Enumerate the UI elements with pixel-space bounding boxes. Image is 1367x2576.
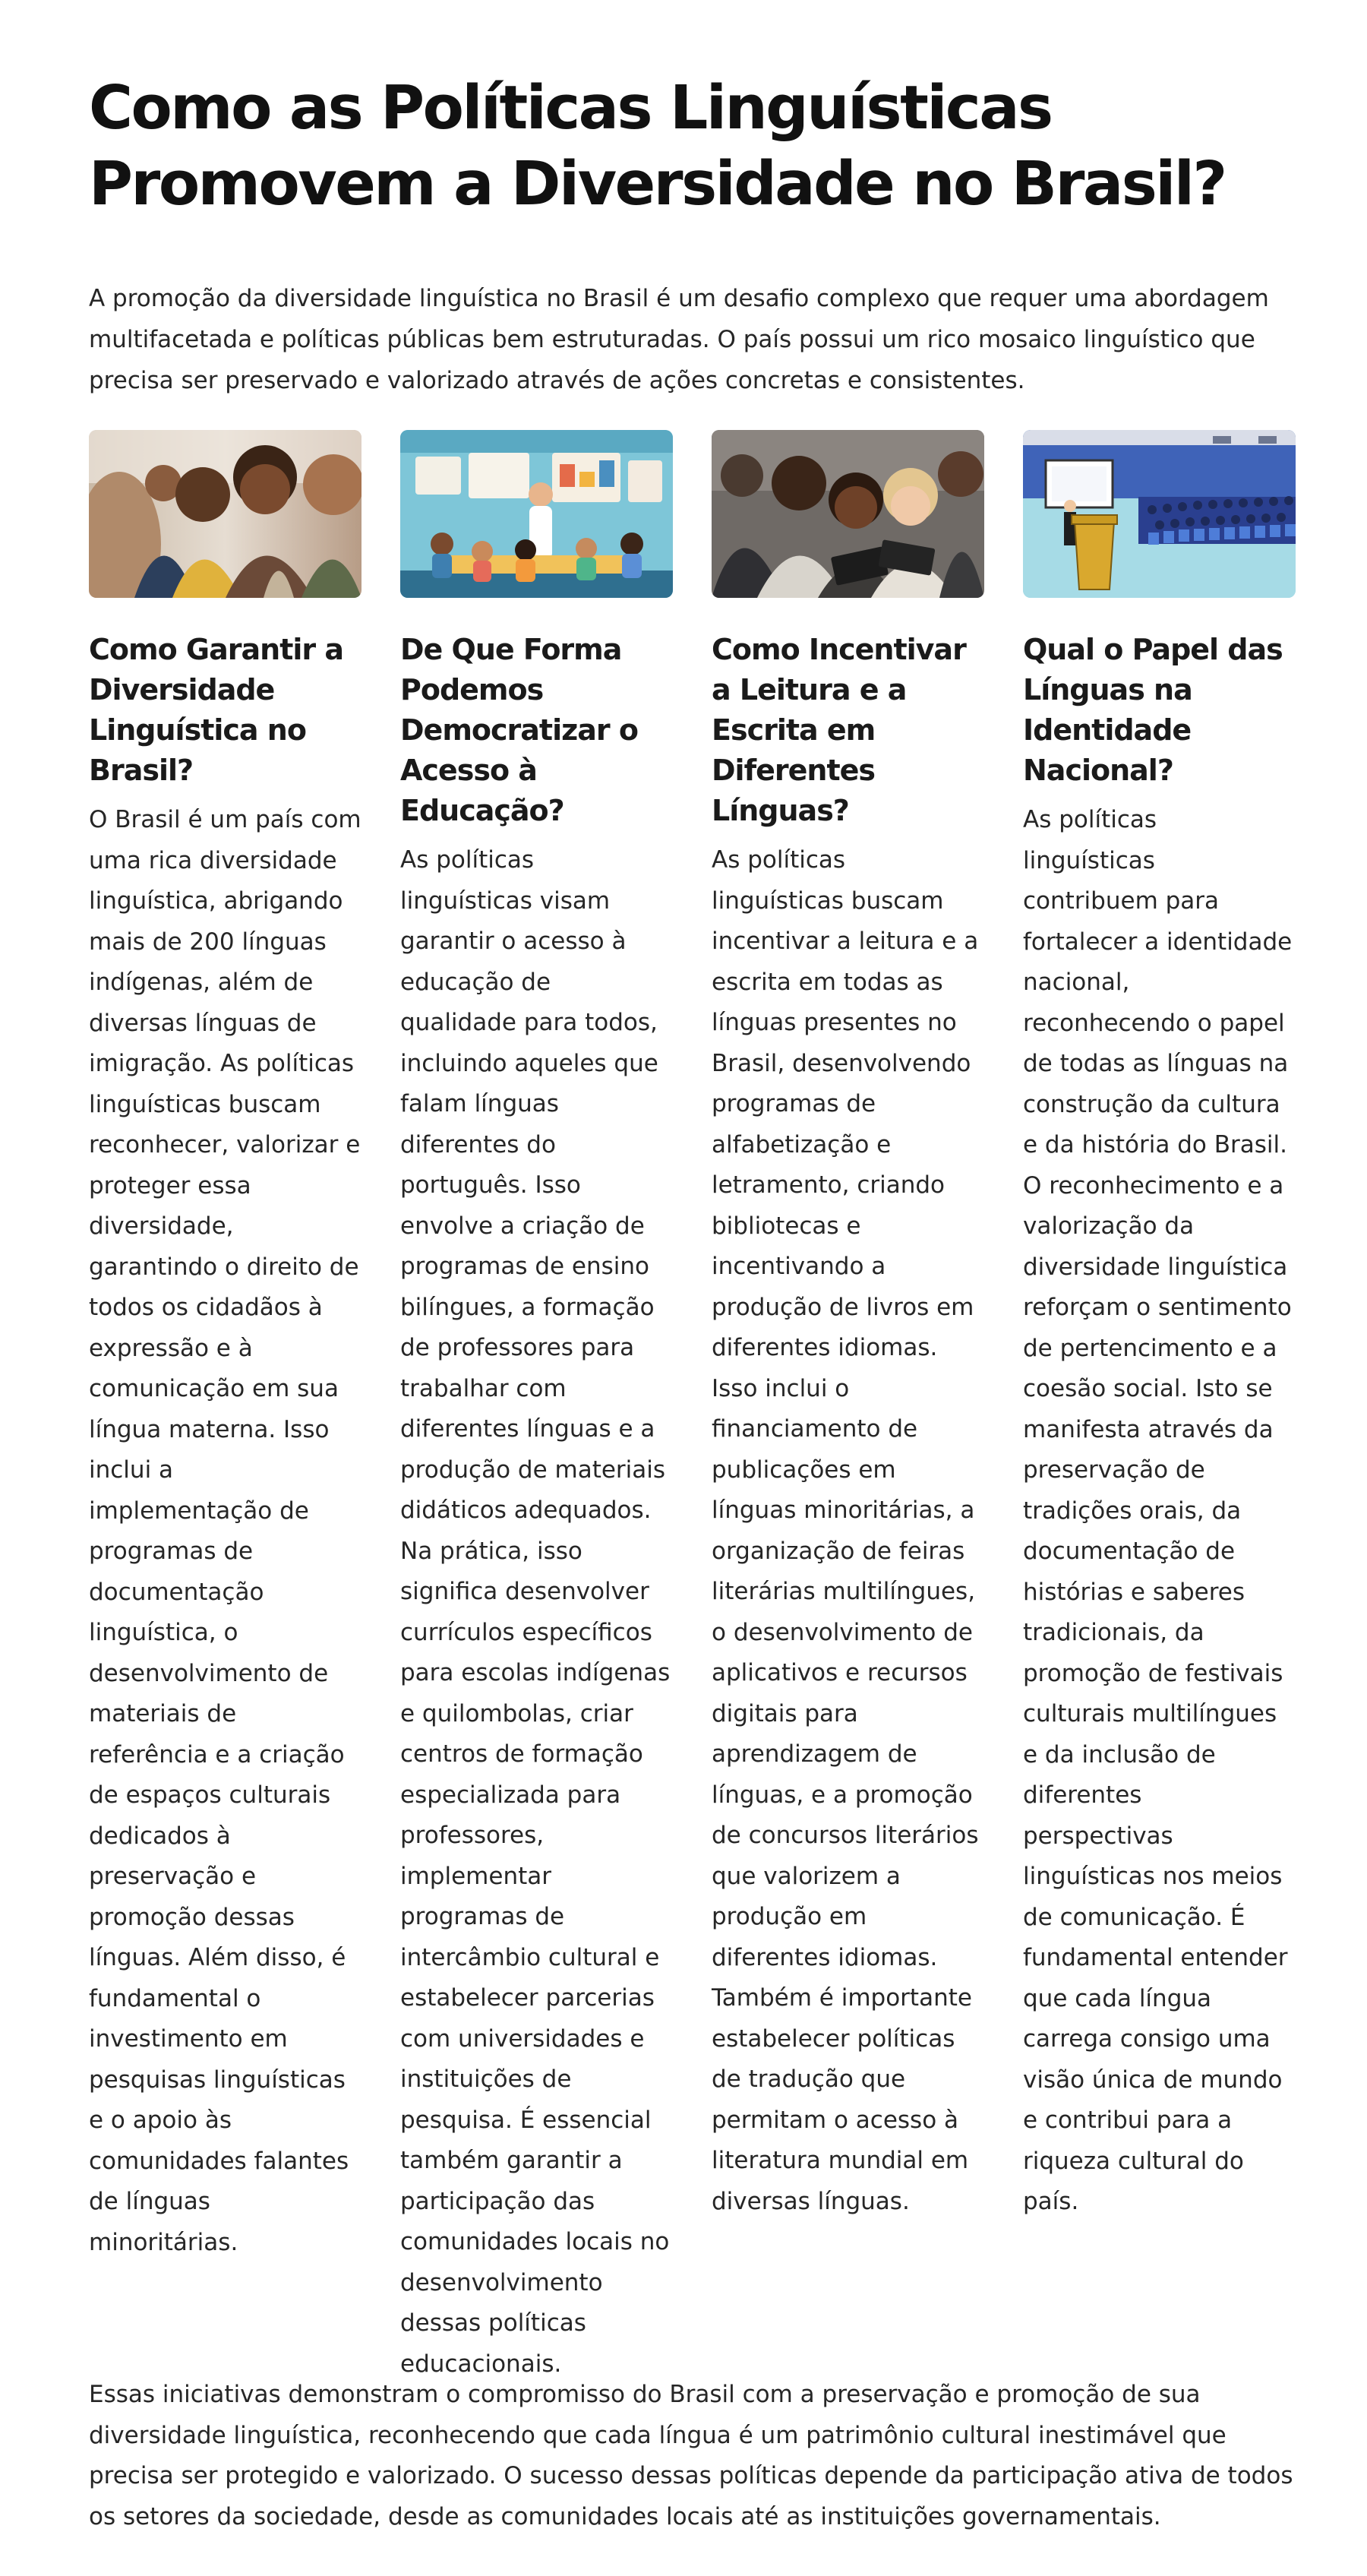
people-reading-books-photo-icon — [712, 430, 984, 598]
classroom-illustration-icon — [400, 430, 673, 598]
article-column-1 — [89, 430, 361, 2385]
column-heading: De Que Forma Podemos Democratizar o Acesso à Educação? — [400, 633, 638, 827]
column-body: As políticas linguísticas contribuem para fortalecer a identidade nacional, reconhecendo o papel de todas as línguas na construção da cultura e da história do Brasil. O reconhecimento e a valorização da diversidade linguística reforçam o sentimento de pertencimento e a coesão social. Isto se manifesta através da preservação de tradições orais, da documentação de histórias e saberes tradicionais, da promoção de festivais culturais multilíngues e da inclusão de diferentes perspectivas linguísticas nos meios de comunicação. É fundamental entender que cada língua carrega consigo uma visão única de mundo e contribui para a riqueza cultural do país. — [1023, 806, 1293, 2215]
column-body: O Brasil é um país com uma rica diversidade linguística, abrigando mais de 200 línguas indígenas, além de diversas línguas de imigração. As políticas linguísticas buscam reconhecer, valorizar e proteger essa diversidade, garantindo o direito de todos os cidadãos à expressão e à comunicação em sua língua materna. Isso inclui a implementação de programas de documentação linguística, o desenvolvimento de materiais de referência e a criação de espaços culturais dedicados à preservação e promoção dessas línguas. Além disso, é fundamental o investimento em pesquisas linguísticas e o apoio às comunidades falantes de línguas minoritárias. — [89, 806, 361, 2256]
article-column-3 — [712, 430, 984, 2385]
column-body: As políticas linguísticas buscam incentivar a leitura e a escrita em todas as línguas presentes no Brasil, desenvolvendo programas de alfabetização e letramento, criando bibliotecas e incentivando a produção de livros em diferentes idiomas. Isso inclui o financiamento de publicações em línguas minoritárias, a organização de feiras literárias multilíngues, o desenvolvimento de aplicativos e recursos digitais para aprendizagem de línguas, e a promoção de concursos literários que valorizem a produção em diferentes idiomas. Também é importante estabelecer políticas de tradução que permitam o acesso à literatura mundial em diversas línguas. — [712, 846, 979, 2215]
article-columns — [89, 430, 1296, 2385]
article-column-2 — [400, 430, 673, 2385]
column-body: As políticas linguísticas visam garantir o acesso à educação de qualidade para todos, incluindo aqueles que falam línguas diferentes do português. Isso envolve a criação de programas de ensino bilíngues, a formação de professores para trabalhar com diferentes línguas e a produção de materiais didáticos adequados. Na prática, isso significa desenvolver currículos específicos para escolas indígenas e quilombolas, criar centros de formação especializada para professores, implementar programas de intercâmbio cultural e estabelecer parcerias com universidades e instituições de pesquisa. É essencial também garantir a participação das comunidades locais no desenvolvimento dessas políticas educacionais. — [400, 846, 671, 2378]
article-column-4 — [1023, 430, 1296, 2385]
closing-paragraph: Essas iniciativas demonstram o compromisso do Brasil com a preservação e promoção de sua diversidade linguística, reconhecendo que cada língua é um patrimônio cultural inestimável que precisa ser protegido e valorizado. O sucesso dessas políticas depende da participação ativa de todos os setores da sociedade, desde as comunidades locais até as instituições governamentais. — [89, 2381, 1293, 2530]
intro-paragraph: A promoção da diversidade linguística no Brasil é um desafio complexo que requer uma abordagem multifacetada e políticas públicas bem estruturadas. O país possui um rico mosaico linguístico que precisa ser preservado e valorizado através de ações concretas e consistentes. — [89, 285, 1269, 394]
column-heading: Como Garantir a Diversidade Linguística no Brasil? — [89, 633, 343, 787]
diverse-people-smiling-photo-icon — [89, 430, 361, 598]
speaker-podium-auditorium-illustration-icon — [1023, 430, 1296, 598]
column-heading: Qual o Papel das Línguas na Identidade Nacional? — [1023, 633, 1283, 787]
column-heading: Como Incentivar a Leitura e a Escrita em Diferentes Línguas? — [712, 633, 966, 827]
page-title: Como as Políticas Linguísticas Promovem a Diversidade no Brasil? — [89, 73, 1226, 219]
